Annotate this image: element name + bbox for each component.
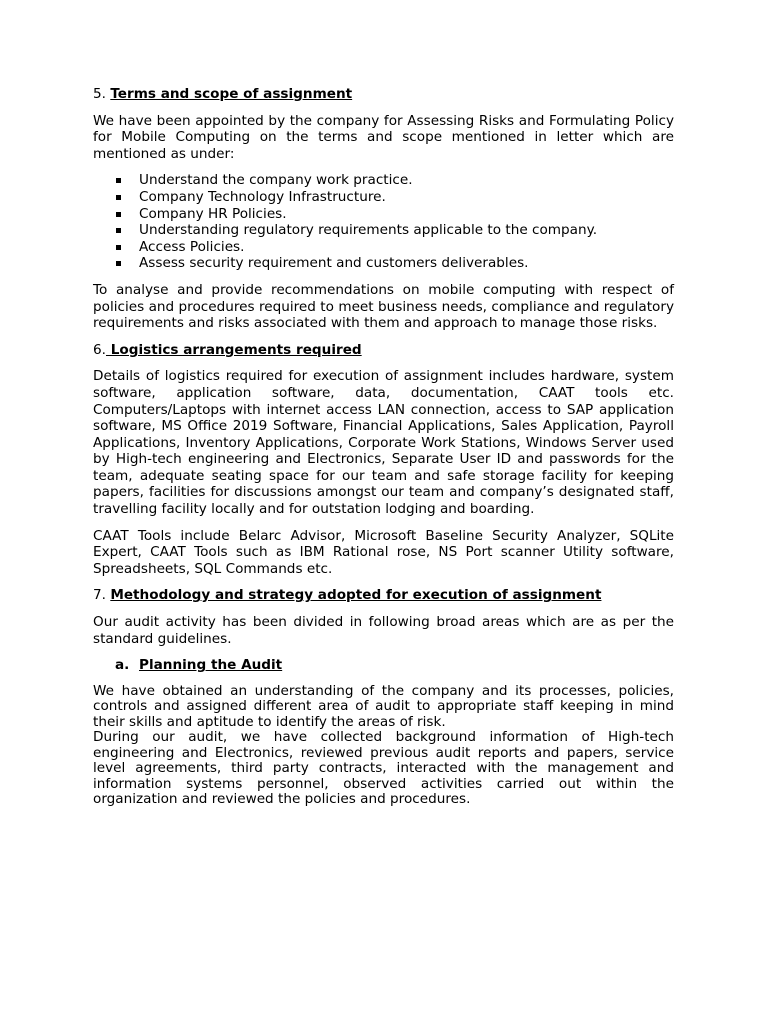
- bullet-square-icon: [116, 228, 121, 233]
- list-item: [93, 206, 674, 223]
- list-item: [93, 189, 674, 206]
- section-7-number: 7.: [93, 587, 106, 604]
- subsection-a-heading: [115, 657, 674, 674]
- list-item: [93, 222, 674, 239]
- subsection-a-letter: a.: [115, 657, 130, 674]
- section-7-title: Methodology and strategy adopted for execution of assignment: [110, 587, 602, 604]
- list-item: [93, 172, 674, 189]
- bullet-square-icon: [116, 245, 121, 250]
- section-5-closing: To analyse and provide recommendations on mobile computing with respect of policies and procedures required to meet business needs, compliance and regulatory requirements and risks associated with them and approach to manage those risks.: [93, 281, 674, 332]
- section-6-title: Logistics arrangements required: [105, 341, 362, 358]
- list-item-text: Company Technology Infrastructure.: [139, 188, 386, 205]
- list-item: [93, 239, 674, 256]
- bullet-square-icon: [116, 178, 121, 183]
- list-item-text: Assess security requirement and customers deliverables.: [139, 255, 529, 272]
- planning-paragraph-2: During our audit, we have collected background information of High-tech engineering and Electronics, reviewed previous audit reports and papers, service level agreements, third party contracts, interacted with the management and information systems personnel, observed activities carried out within the organization and reviewed the policies and procedures.: [93, 729, 674, 808]
- planning-paragraph-1: We have obtained an understanding of the company and its processes, policies, controls and assigned different area of audit to appropriate staff keeping in mind their skills and aptitude to identify the areas of risk.: [93, 682, 674, 730]
- section-5-intro: We have been appointed by the company for Assessing Risks and Formulating Policy for Mobile Computing on the terms and scope mentioned in letter which are mentioned as under:: [93, 112, 674, 162]
- list-item: [93, 255, 674, 272]
- section-6-heading: [93, 342, 674, 359]
- bullet-square-icon: [116, 195, 121, 200]
- section-5-title: Terms and scope of assignment: [110, 86, 353, 102]
- subsection-a-title: Planning the Audit: [139, 657, 283, 674]
- section-6-caat-tools: CAAT Tools include Belarc Advisor, Microsoft Baseline Security Analyzer, SQLite Expert, CAAT Tools such as IBM Rational rose, NS Port scanner Utility software, Spreadsheets, SQL Commands etc.: [93, 527, 674, 577]
- list-item-text: Access Policies.: [139, 238, 245, 255]
- list-item-text: Understanding regulatory requirements applicable to the company.: [139, 222, 598, 239]
- list-item-text: Understand the company work practice.: [139, 172, 413, 189]
- bullet-square-icon: [116, 212, 121, 217]
- section-5-heading: [93, 86, 674, 103]
- scope-bullet-list: [93, 172, 674, 272]
- section-6-logistics-details: Details of logistics required for execution of assignment includes hardware, system software, application software, data, documentation, CAAT tools etc. Computers/Laptops with internet access LAN connection, access to SAP application software, MS Office 2019 Software, Financial Applications, Sales Application, Payroll Applications, Inventory Applications, Corporate Work Stations, Windows Server used by High-tech engineering and Electronics, Separate User ID and passwords for the team, adequate seating space for our team and safe storage facility for keeping papers, facilities for discussions amongst our team and company’s designated staff, travelling facility locally and for outstation lodging and boarding.: [93, 368, 674, 518]
- list-item-text: Company HR Policies.: [139, 205, 287, 222]
- section-7-intro: Our audit activity has been divided in following broad areas which are as per the standard guidelines.: [93, 614, 674, 647]
- section-7-heading: [93, 587, 674, 604]
- bullet-square-icon: [116, 261, 121, 266]
- section-6-number: 6.: [93, 341, 106, 358]
- document-page: [93, 86, 674, 808]
- section-5-number: 5.: [93, 86, 106, 102]
